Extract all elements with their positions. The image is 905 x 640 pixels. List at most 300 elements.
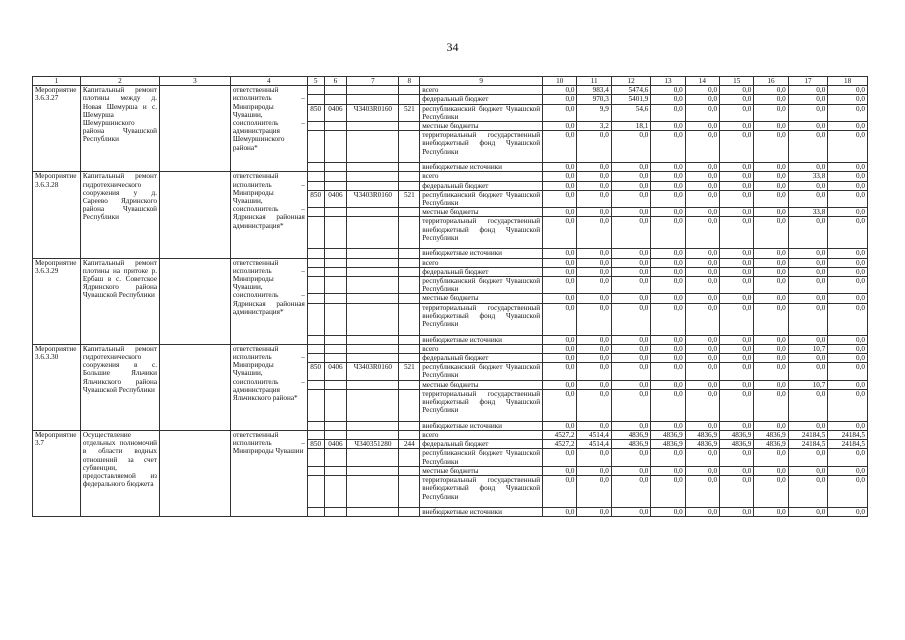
column-number: 10 — [543, 77, 577, 86]
column-number: 15 — [720, 77, 754, 86]
amount-cell: 0,0 — [788, 508, 828, 517]
funding-source: территориальный государственный внебюджетный фонд Чувашской Республики — [420, 303, 543, 335]
header-row — [33, 77, 868, 86]
budget-code — [347, 95, 399, 104]
amount-cell: 4836,9 — [651, 431, 685, 440]
budget-code — [399, 163, 420, 172]
amount-cell: 0,0 — [577, 172, 611, 181]
funding-source: республиканский бюджет Чувашской Республики — [420, 104, 543, 121]
amount-cell: 0,0 — [754, 476, 788, 508]
budget-code — [399, 208, 420, 217]
amount-cell: 0,0 — [754, 344, 788, 353]
amount-cell: 0,0 — [651, 363, 685, 380]
amount-cell: 0,0 — [685, 86, 719, 95]
amount-cell: 0,0 — [685, 508, 719, 517]
budget-code — [324, 344, 347, 353]
amount-cell: 0,0 — [651, 258, 685, 267]
budget-code — [347, 277, 399, 294]
amount-cell: 0,0 — [685, 172, 719, 181]
amount-cell: 4836,9 — [611, 440, 651, 449]
amount-cell: 0,0 — [788, 421, 828, 430]
amount-cell: 0,0 — [788, 131, 828, 163]
measure-id: Мероприятие 3.6.3.29 — [33, 258, 81, 344]
budget-code: Ч340351280 — [347, 440, 399, 449]
amount-cell: 0,0 — [577, 267, 611, 276]
amount-cell: 0,0 — [651, 335, 685, 344]
budget-code — [399, 249, 420, 258]
amount-cell: 0,0 — [611, 476, 651, 508]
amount-cell: 24184,5 — [828, 431, 868, 440]
budget-code: 0406 — [324, 363, 347, 380]
amount-cell: 983,4 — [577, 86, 611, 95]
amount-cell: 0,0 — [685, 389, 719, 421]
budget-code — [399, 95, 420, 104]
budget-code — [347, 431, 399, 440]
amount-cell: 4514,4 — [577, 440, 611, 449]
amount-cell: 0,0 — [651, 190, 685, 207]
budget-code — [399, 122, 420, 131]
amount-cell: 0,0 — [543, 267, 577, 276]
measure-name: Капитальный ремонт гидротехнического сооружения у д. Сареево Ядринского района Чувашской Республики — [80, 172, 159, 258]
amount-cell: 0,0 — [543, 277, 577, 294]
amount-cell: 0,0 — [611, 258, 651, 267]
budget-code: 850 — [307, 440, 324, 449]
amount-cell: 0,0 — [543, 190, 577, 207]
page-number: 34 — [446, 40, 459, 54]
budget-code — [347, 181, 399, 190]
amount-cell: 0,0 — [543, 217, 577, 249]
amount-cell: 0,0 — [611, 249, 651, 258]
amount-cell: 0,0 — [651, 267, 685, 276]
budget-code — [324, 294, 347, 303]
amount-cell: 0,0 — [577, 190, 611, 207]
budget-code — [307, 95, 324, 104]
amount-cell: 0,0 — [543, 354, 577, 363]
budget-code — [324, 267, 347, 276]
funding-source: всего — [420, 86, 543, 95]
budget-code — [347, 508, 399, 517]
budget-code: Ч3403R0160 — [347, 190, 399, 207]
budget-code — [347, 354, 399, 363]
column-number: 14 — [685, 77, 719, 86]
funding-source: республиканский бюджет Чувашской Республики — [420, 449, 543, 466]
amount-cell: 0,0 — [611, 217, 651, 249]
budget-code — [347, 172, 399, 181]
amount-cell: 4836,9 — [685, 431, 719, 440]
column-number: 9 — [420, 77, 543, 86]
amount-cell: 10,7 — [788, 344, 828, 353]
amount-cell: 0,0 — [685, 208, 719, 217]
amount-cell: 0,0 — [720, 449, 754, 466]
amount-cell: 0,0 — [720, 131, 754, 163]
amount-cell: 0,0 — [720, 277, 754, 294]
amount-cell: 4836,9 — [754, 431, 788, 440]
budget-code: 850 — [307, 363, 324, 380]
amount-cell: 0,0 — [651, 421, 685, 430]
amount-cell: 0,0 — [611, 303, 651, 335]
amount-cell: 0,0 — [577, 476, 611, 508]
budget-code — [347, 258, 399, 267]
amount-cell: 0,0 — [651, 249, 685, 258]
amount-cell: 0,0 — [754, 508, 788, 517]
amount-cell: 24184,5 — [788, 431, 828, 440]
funding-source: внебюджетные источники — [420, 335, 543, 344]
budget-code — [347, 267, 399, 276]
amount-cell: 0,0 — [788, 258, 828, 267]
amount-cell: 0,0 — [577, 335, 611, 344]
amount-cell: 0,0 — [720, 421, 754, 430]
budget-code — [324, 181, 347, 190]
amount-cell: 0,0 — [651, 208, 685, 217]
budget-code — [399, 172, 420, 181]
amount-cell: 0,0 — [788, 335, 828, 344]
amount-cell: 0,0 — [754, 95, 788, 104]
amount-cell: 4836,9 — [651, 440, 685, 449]
amount-cell: 0,0 — [577, 131, 611, 163]
amount-cell: 0,0 — [685, 95, 719, 104]
empty-cell — [160, 344, 231, 430]
budget-code — [307, 389, 324, 421]
budget-code — [399, 267, 420, 276]
amount-cell: 0,0 — [754, 181, 788, 190]
budget-code: 521 — [399, 363, 420, 380]
budget-code: 521 — [399, 190, 420, 207]
empty-cell — [160, 86, 231, 172]
executor: ответственный исполнитель – Минприроды Чувашии — [230, 431, 307, 517]
funding-source: федеральный бюджет — [420, 181, 543, 190]
amount-cell: 0,0 — [685, 104, 719, 121]
amount-cell: 0,0 — [651, 122, 685, 131]
budget-code — [347, 249, 399, 258]
column-number: 6 — [324, 77, 347, 86]
amount-cell: 0,0 — [685, 354, 719, 363]
budget-code — [399, 294, 420, 303]
budget-code — [307, 344, 324, 353]
amount-cell: 0,0 — [651, 449, 685, 466]
amount-cell: 0,0 — [720, 208, 754, 217]
budget-code — [399, 421, 420, 430]
budget-code — [399, 389, 420, 421]
amount-cell: 0,0 — [828, 389, 868, 421]
budget-code: 850 — [307, 190, 324, 207]
budget-code: Ч3403R0160 — [347, 104, 399, 121]
column-number: 12 — [611, 77, 651, 86]
column-number: 16 — [754, 77, 788, 86]
amount-cell: 0,0 — [611, 208, 651, 217]
amount-cell: 54,6 — [611, 104, 651, 121]
empty-cell — [160, 431, 231, 517]
amount-cell: 4527,2 — [543, 431, 577, 440]
budget-code — [347, 335, 399, 344]
amount-cell: 0,0 — [577, 249, 611, 258]
amount-cell: 0,0 — [788, 217, 828, 249]
amount-cell: 0,0 — [828, 303, 868, 335]
amount-cell: 0,0 — [543, 303, 577, 335]
budget-code — [399, 181, 420, 190]
amount-cell: 0,0 — [828, 354, 868, 363]
amount-cell: 0,0 — [543, 104, 577, 121]
amount-cell: 0,0 — [788, 104, 828, 121]
funding-source: федеральный бюджет — [420, 440, 543, 449]
amount-cell: 0,0 — [828, 421, 868, 430]
budget-code: 244 — [399, 440, 420, 449]
amount-cell: 0,0 — [543, 294, 577, 303]
amount-cell: 0,0 — [720, 181, 754, 190]
amount-cell: 0,0 — [828, 122, 868, 131]
amount-cell: 0,0 — [754, 104, 788, 121]
budget-code — [307, 431, 324, 440]
amount-cell: 0,0 — [543, 476, 577, 508]
column-number: 8 — [399, 77, 420, 86]
column-number: 4 — [230, 77, 307, 86]
amount-cell: 0,0 — [543, 86, 577, 95]
amount-cell: 0,0 — [577, 277, 611, 294]
budget-code — [399, 431, 420, 440]
budget-code — [324, 354, 347, 363]
amount-cell: 0,0 — [577, 208, 611, 217]
budget-code — [307, 172, 324, 181]
amount-cell: 0,0 — [720, 258, 754, 267]
amount-cell: 0,0 — [543, 95, 577, 104]
amount-cell: 0,0 — [720, 217, 754, 249]
amount-cell: 0,0 — [828, 172, 868, 181]
budget-code — [324, 95, 347, 104]
column-number: 5 — [307, 77, 324, 86]
budget-code — [347, 344, 399, 353]
amount-cell: 0,0 — [720, 380, 754, 389]
budget-code — [307, 476, 324, 508]
budget-code — [399, 476, 420, 508]
amount-cell: 0,0 — [754, 163, 788, 172]
amount-cell: 0,0 — [543, 335, 577, 344]
budget-code — [307, 421, 324, 430]
amount-cell: 0,0 — [720, 104, 754, 121]
amount-cell: 0,0 — [828, 508, 868, 517]
amount-cell: 0,0 — [577, 354, 611, 363]
funding-source: местные бюджеты — [420, 294, 543, 303]
amount-cell: 0,0 — [788, 476, 828, 508]
amount-cell: 0,0 — [788, 354, 828, 363]
amount-cell: 0,0 — [828, 249, 868, 258]
amount-cell: 0,0 — [685, 190, 719, 207]
amount-cell: 0,0 — [754, 354, 788, 363]
budget-code — [324, 131, 347, 163]
amount-cell: 0,0 — [577, 163, 611, 172]
amount-cell: 0,0 — [543, 181, 577, 190]
amount-cell: 0,0 — [577, 508, 611, 517]
amount-cell: 0,0 — [754, 449, 788, 466]
budget-code — [307, 267, 324, 276]
amount-cell: 0,0 — [754, 86, 788, 95]
amount-cell: 0,0 — [543, 389, 577, 421]
table-row — [33, 431, 868, 440]
budget-code — [307, 466, 324, 475]
budget-code — [347, 86, 399, 95]
amount-cell: 0,0 — [577, 181, 611, 190]
amount-cell: 0,0 — [651, 294, 685, 303]
amount-cell: 0,0 — [651, 181, 685, 190]
executor: ответственный исполнитель – Минприроды Чувашии, соисполнитель – администрация Шемуршинского района* — [230, 86, 307, 172]
budget-code — [307, 86, 324, 95]
budget-code — [347, 294, 399, 303]
amount-cell: 0,0 — [720, 344, 754, 353]
budget-code — [307, 380, 324, 389]
amount-cell: 0,0 — [828, 217, 868, 249]
amount-cell: 0,0 — [577, 294, 611, 303]
amount-cell: 0,0 — [611, 131, 651, 163]
amount-cell: 0,0 — [651, 172, 685, 181]
amount-cell: 0,0 — [611, 389, 651, 421]
amount-cell: 0,0 — [611, 449, 651, 466]
amount-cell: 0,0 — [754, 258, 788, 267]
amount-cell: 0,0 — [720, 354, 754, 363]
budget-code — [307, 181, 324, 190]
budget-code — [324, 335, 347, 344]
amount-cell: 0,0 — [685, 421, 719, 430]
amount-cell: 0,0 — [720, 190, 754, 207]
amount-cell: 0,0 — [577, 344, 611, 353]
amount-cell: 0,0 — [543, 172, 577, 181]
budget-code — [307, 294, 324, 303]
budget-code — [399, 303, 420, 335]
amount-cell: 0,0 — [577, 217, 611, 249]
amount-cell: 0,0 — [577, 258, 611, 267]
budget-code — [347, 163, 399, 172]
amount-cell: 0,0 — [611, 508, 651, 517]
column-number: 1 — [33, 77, 81, 86]
amount-cell: 0,0 — [685, 335, 719, 344]
column-number: 11 — [577, 77, 611, 86]
amount-cell: 0,0 — [720, 389, 754, 421]
amount-cell: 0,0 — [788, 389, 828, 421]
amount-cell: 0,0 — [685, 476, 719, 508]
amount-cell: 0,0 — [788, 190, 828, 207]
amount-cell: 0,0 — [788, 122, 828, 131]
budget-code — [324, 476, 347, 508]
amount-cell: 33,8 — [788, 172, 828, 181]
amount-cell: 0,0 — [754, 303, 788, 335]
amount-cell: 4836,9 — [754, 440, 788, 449]
budget-code — [324, 172, 347, 181]
funding-source: республиканский бюджет Чувашской Республики — [420, 363, 543, 380]
funding-source: внебюджетные источники — [420, 508, 543, 517]
amount-cell: 0,0 — [577, 449, 611, 466]
amount-cell: 0,0 — [828, 95, 868, 104]
amount-cell: 0,0 — [651, 131, 685, 163]
budget-code — [324, 258, 347, 267]
amount-cell: 0,0 — [685, 267, 719, 276]
amount-cell: 4836,9 — [611, 431, 651, 440]
amount-cell: 0,0 — [828, 267, 868, 276]
amount-cell: 0,0 — [828, 380, 868, 389]
amount-cell: 0,0 — [543, 363, 577, 380]
amount-cell: 0,0 — [685, 258, 719, 267]
amount-cell: 970,3 — [577, 95, 611, 104]
measure-id: Мероприятие 3.6.3.28 — [33, 172, 81, 258]
budget-code — [324, 303, 347, 335]
amount-cell: 0,0 — [685, 363, 719, 380]
budget-code — [347, 122, 399, 131]
amount-cell: 0,0 — [685, 131, 719, 163]
column-number: 7 — [347, 77, 399, 86]
budget-code — [399, 466, 420, 475]
measure-id: Мероприятие 3.6.3.27 — [33, 86, 81, 172]
amount-cell: 0,0 — [685, 449, 719, 466]
amount-cell: 0,0 — [828, 476, 868, 508]
amount-cell: 4836,9 — [720, 431, 754, 440]
amount-cell: 0,0 — [720, 303, 754, 335]
amount-cell: 0,0 — [543, 258, 577, 267]
amount-cell: 0,0 — [651, 389, 685, 421]
amount-cell: 0,0 — [685, 277, 719, 294]
amount-cell: 18,1 — [611, 122, 651, 131]
amount-cell: 0,0 — [754, 249, 788, 258]
amount-cell: 0,0 — [828, 86, 868, 95]
amount-cell: 0,0 — [754, 421, 788, 430]
budget-code — [347, 303, 399, 335]
amount-cell: 0,0 — [685, 163, 719, 172]
budget-code — [347, 131, 399, 163]
amount-cell: 0,0 — [651, 354, 685, 363]
amount-cell: 0,0 — [828, 131, 868, 163]
funding-source: территориальный государственный внебюджетный фонд Чувашской Республики — [420, 476, 543, 508]
budget-code — [324, 277, 347, 294]
funding-source: местные бюджеты — [420, 208, 543, 217]
amount-cell: 0,0 — [577, 421, 611, 430]
funding-source: местные бюджеты — [420, 380, 543, 389]
amount-cell: 0,0 — [720, 294, 754, 303]
amount-cell: 0,0 — [543, 122, 577, 131]
amount-cell: 0,0 — [754, 335, 788, 344]
funding-source: внебюджетные источники — [420, 249, 543, 258]
amount-cell: 0,0 — [720, 163, 754, 172]
amount-cell: 5474,6 — [611, 86, 651, 95]
budget-code — [399, 380, 420, 389]
amount-cell: 0,0 — [611, 466, 651, 475]
budget-code: 0406 — [324, 190, 347, 207]
funding-source: территориальный государственный внебюджетный фонд Чувашской Республики — [420, 217, 543, 249]
budget-code — [347, 208, 399, 217]
table-row — [33, 344, 868, 353]
budget-code — [307, 122, 324, 131]
amount-cell: 0,0 — [828, 294, 868, 303]
column-number: 2 — [80, 77, 159, 86]
amount-cell: 0,0 — [651, 86, 685, 95]
budget-code — [399, 354, 420, 363]
amount-cell: 0,0 — [651, 95, 685, 104]
amount-cell: 0,0 — [788, 363, 828, 380]
amount-cell: 0,0 — [685, 181, 719, 190]
funding-source: федеральный бюджет — [420, 95, 543, 104]
amount-cell: 0,0 — [828, 466, 868, 475]
budget-code — [399, 449, 420, 466]
amount-cell: 0,0 — [611, 344, 651, 353]
amount-cell: 0,0 — [828, 190, 868, 207]
budget-code — [347, 449, 399, 466]
amount-cell: 10,7 — [788, 380, 828, 389]
amount-cell: 0,0 — [611, 172, 651, 181]
measure-id: Мероприятие 3.7 — [33, 431, 81, 517]
funding-source: республиканский бюджет Чувашской Республики — [420, 190, 543, 207]
budget-code — [324, 449, 347, 466]
amount-cell: 0,0 — [611, 335, 651, 344]
amount-cell: 0,0 — [577, 466, 611, 475]
budget-code: 0406 — [324, 440, 347, 449]
budget-code — [324, 466, 347, 475]
amount-cell: 0,0 — [720, 249, 754, 258]
amount-cell: 0,0 — [788, 466, 828, 475]
amount-cell: 0,0 — [543, 208, 577, 217]
